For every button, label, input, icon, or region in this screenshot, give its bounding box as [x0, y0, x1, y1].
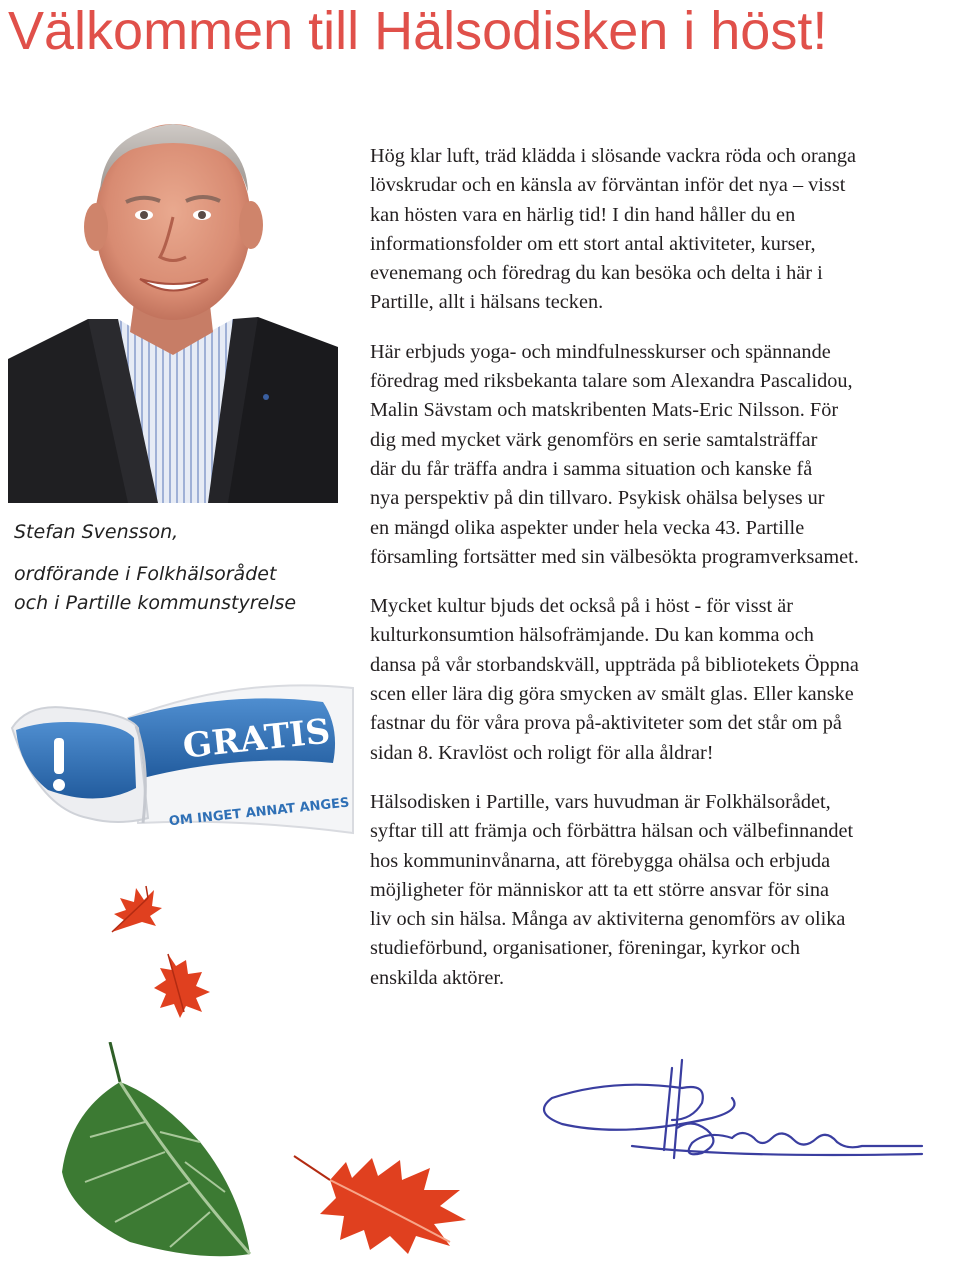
page-title: Välkommen till Hälsodisken i höst! [8, 1, 828, 61]
text-line: hos kommuninvånarna, att förebygga ohälsa och erbjuda [370, 849, 831, 872]
text-line: en mängd olika aspekter under hela vecka 43. Partille [370, 516, 805, 539]
autumn-leaf-icon [290, 1150, 470, 1255]
text-line: nya perspektiv på din tillvaro. Psykisk ohälsa belyses ur [370, 487, 825, 510]
text-line: dig med mycket värk genomförs en serie samtalsträffar [370, 428, 818, 451]
text-line: fastnar du för våra prova på-aktiviteter som det står om på [370, 712, 842, 735]
text-line: möjligheter för människor att ta ett större ansvar för sina [370, 878, 830, 901]
paragraph-intro [370, 142, 960, 318]
text-line: Hög klar luft, träd klädda i slösande vackra röda och oranga [370, 145, 857, 167]
photo-caption [14, 518, 344, 618]
text-line: syftar till att främja och förbättra hälsan och välbefinnandet [370, 820, 854, 843]
badge-subtext: OM INGET ANNAT ANGES [168, 795, 351, 830]
text-line: lövskrudar och en känsla av förväntan inför det nya – visst [370, 174, 846, 197]
paragraph-courses [370, 338, 960, 572]
text-line: studieförbund, organisationer, föreningar, kyrkor och [370, 937, 800, 960]
text-line: sidan 8. Kravlöst och roligt för alla åldrar! [370, 741, 714, 764]
text-line: Hälsodisken i Partille, vars huvudman är Folkhälsorådet, [370, 790, 831, 813]
badge-text: GRATIS [181, 711, 332, 767]
text-line: enskilda aktörer. [370, 966, 505, 989]
caption-name: Stefan Svensson, [14, 521, 179, 543]
autumn-leaf-icon [106, 880, 164, 936]
body-text [370, 142, 960, 1013]
text-line: scen eller lära dig göra smycken av smält glas. Eller kanske [370, 683, 854, 706]
portrait-photo [8, 97, 338, 503]
text-line: evenemang och föredrag du kan besöka och delta i här i [370, 262, 823, 285]
text-line: församling fortsätter med sin välbesökta programverksamet. [370, 545, 859, 568]
text-line: informationsfolder om ett stort antal aktiviteter, kurser, [370, 232, 816, 255]
text-line: Partille, allt i hälsans tecken. [370, 291, 604, 314]
text-line: kulturkonsumtion hälsofrämjande. Du kan komma och [370, 624, 814, 647]
text-line: kan hösten vara en härlig tid! I din hand håller du en [370, 203, 796, 226]
autumn-leaf-icon [150, 950, 214, 1022]
caption-role-line: och i Partille kommunstyrelse [14, 592, 297, 614]
text-line: där du får träffa andra i samma situation och kanske få [370, 457, 813, 480]
signature-icon [532, 1058, 932, 1178]
text-line: Här erbjuds yoga- och mindfulnesskurser och spännande [370, 340, 831, 363]
text-line: Mycket kultur bjuds det också på i höst - för visst är [370, 595, 794, 618]
autumn-leaf-icon [50, 1042, 260, 1262]
gratis-sticker-icon [8, 668, 358, 840]
text-line: Malin Sävstam och matskribenten Mats-Eric Nilsson. För [370, 399, 839, 422]
paragraph-about [370, 788, 960, 993]
caption-role-line: ordförande i Folkhälsorådet [14, 563, 277, 585]
text-line: föredrag med riksbekanta talare som Alexandra Pascalidou, [370, 370, 853, 393]
paragraph-culture [370, 592, 960, 768]
text-line: liv och sin hälsa. Många av aktiviterna genomförs av olika [370, 908, 846, 931]
text-line: dansa på vår storbandskväll, uppträda på bibliotekets Öppna [370, 653, 859, 676]
